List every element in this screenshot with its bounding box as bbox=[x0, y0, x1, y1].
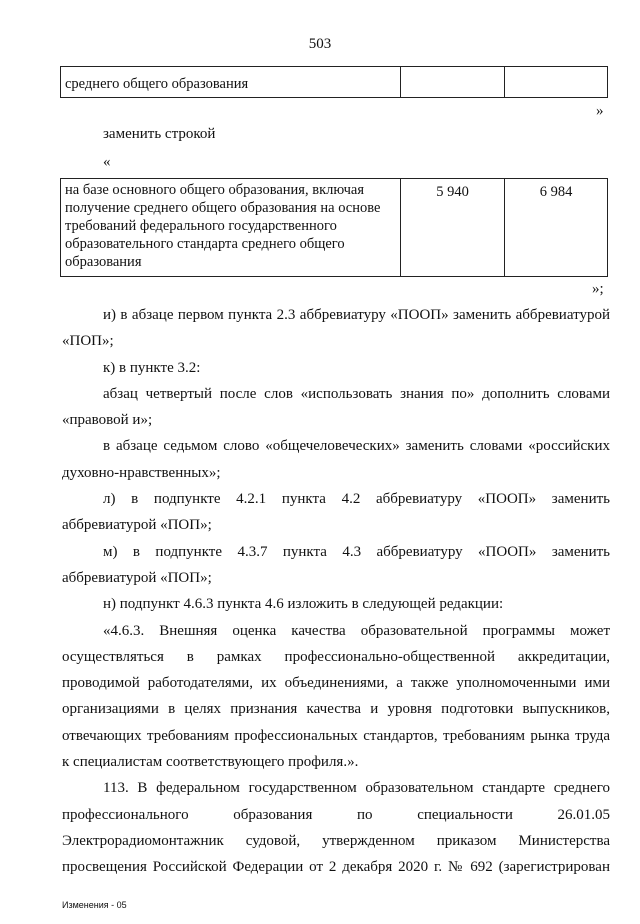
paragraph: к) в пункте 3.2: bbox=[103, 359, 201, 376]
footer-note: Изменения - 05 bbox=[62, 900, 127, 910]
paragraph: н) подпункт 4.6.3 пункта 4.6 изложить в следующей редакции: bbox=[103, 596, 504, 613]
paragraph: абзац четвертый после слов «использовать знания по» дополнить словами «правовой и»; bbox=[62, 385, 610, 429]
table-top-text: среднего общего образования bbox=[61, 67, 401, 98]
close-quote-semicolon: »; bbox=[592, 281, 604, 297]
paragraph: л) в подпункте 4.2.1 пункта 4.2 аббревиатуру «ПООП» заменить аббревиатурой «ПОП»; bbox=[62, 491, 610, 534]
table-top-cell-3 bbox=[505, 67, 608, 98]
table-top-row bbox=[60, 66, 608, 98]
replace-line: заменить строкой bbox=[103, 126, 216, 142]
close-quote: » bbox=[596, 103, 604, 119]
open-quote: « bbox=[103, 154, 111, 170]
paragraph: 113. В федеральном государственном образовательном стандарте среднего профессионального образования по специальности 26.01.05 Электрорадиомонтажник судовой, утвержденном приказом Министерства просвещения Российской Федерации от 2 декабря 2020 г. № 692 (зарегистрирован bbox=[62, 780, 610, 876]
body-text bbox=[62, 302, 610, 881]
paragraph: м) в подпункте 4.3.7 пункта 4.3 аббревиатуру «ПООП» заменить аббревиатурой «ПОП»; bbox=[62, 543, 610, 586]
table-main-text: на базе основного общего образования, включая получение среднего общего образования на основе требований федерального государственного образовательного стандарта среднего общего образования bbox=[61, 179, 401, 277]
table-main-row bbox=[60, 178, 608, 277]
table-top-cell-2 bbox=[401, 67, 505, 98]
table-main-value-1: 5 940 bbox=[401, 179, 505, 277]
paragraph: в абзаце седьмом слово «общечеловеческих» заменить словами «российских духовно-нравственных»; bbox=[62, 438, 610, 481]
page-number: 503 bbox=[308, 36, 332, 52]
table-main-value-2: 6 984 bbox=[505, 179, 608, 277]
paragraph: и) в абзаце первом пункта 2.3 аббревиатуру «ПООП» заменить аббревиатурой «ПОП»; bbox=[62, 307, 610, 350]
paragraph: «4.6.3. Внешняя оценка качества образовательной программы может осуществляться в рамках профессионально-общественной аккредитации, проводимой работодателями, их объединениями, а также уполномоченными ими организациями в целях признания качества и уровня подготовки выпускников, отвечающих требованиям профессиональных стандартов, требованиям рынка труда к специалистам соответствующего профиля.». bbox=[62, 622, 610, 771]
